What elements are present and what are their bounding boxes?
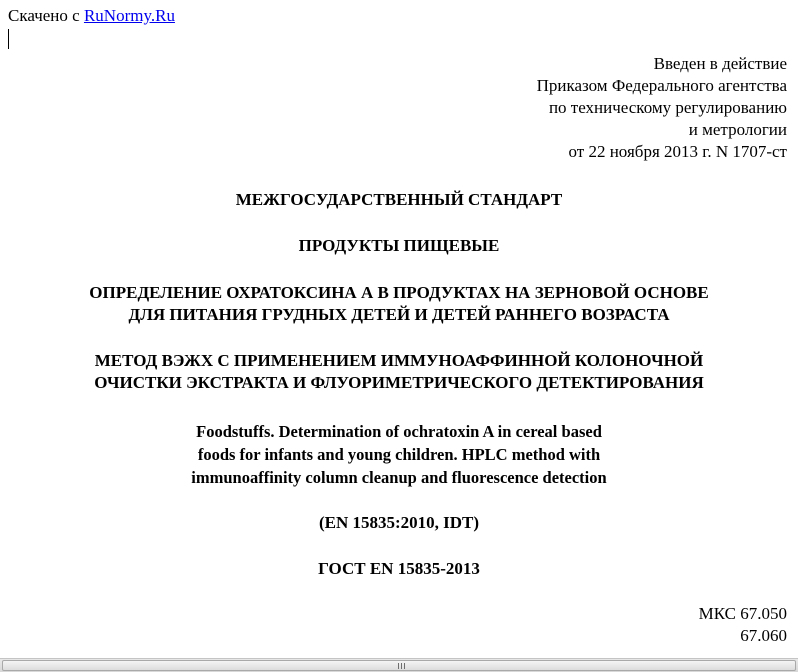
english-title-line: immunoaffinity column cleanup and fluorescence detection xyxy=(191,468,607,487)
source-line xyxy=(8,6,175,26)
en-reference xyxy=(0,512,798,534)
horizontal-scrollbar[interactable] xyxy=(0,658,798,672)
method-line: МЕТОД ВЭЖХ С ПРИМЕНЕНИЕМ ИММУНОАФФИННОЙ КОЛОНОЧНОЙ xyxy=(94,351,704,370)
mks-code: МКС 67.050 xyxy=(698,604,787,623)
method-heading xyxy=(0,350,798,394)
method-line: ОЧИСТКИ ЭКСТРАКТА И ФЛУОРИМЕТРИЧЕСКОГО ДЕТЕКТИРОВАНИЯ xyxy=(94,373,704,392)
grip-icon xyxy=(397,663,407,669)
english-title-line: foods for infants and young children. HPLC method with xyxy=(197,445,601,464)
runormy-link[interactable]: RuNormy.Ru xyxy=(83,6,175,25)
products-text: ПРОДУКТЫ ПИЩЕВЫЕ xyxy=(298,236,500,255)
text-caret xyxy=(8,29,9,49)
en-reference-text: (EN 15835:2010, IDT) xyxy=(318,513,480,532)
mks-codes xyxy=(699,603,787,647)
enactment-note xyxy=(537,53,787,163)
standard-type-heading xyxy=(0,189,798,211)
definition-heading xyxy=(0,282,798,326)
gost-designation-text: ГОСТ EN 15835-2013 xyxy=(318,559,480,578)
definition-line: ОПРЕДЕЛЕНИЕ ОХРАТОКСИНА А В ПРОДУКТАХ НА ЗЕРНОВОЙ ОСНОВЕ xyxy=(89,283,709,302)
english-title-line: Foodstuffs. Determination of ochratoxin A in cereal based xyxy=(196,422,602,441)
products-heading xyxy=(0,235,798,257)
enactment-line: по техническому регулированию xyxy=(548,98,787,117)
enactment-line: Приказом Федерального агентства xyxy=(536,76,787,95)
english-title xyxy=(0,420,798,489)
source-prefix: Скачено с xyxy=(8,6,84,25)
mks-code: 67.060 xyxy=(740,626,787,645)
enactment-line: Введен в действие xyxy=(653,54,787,73)
gost-designation xyxy=(0,558,798,580)
enactment-line: и метрологии xyxy=(688,120,787,139)
definition-line: ДЛЯ ПИТАНИЯ ГРУДНЫХ ДЕТЕЙ И ДЕТЕЙ РАННЕГО ВОЗРАСТА xyxy=(128,305,670,324)
enactment-line: от 22 ноября 2013 г. N 1707-ст xyxy=(568,142,787,161)
scrollbar-thumb[interactable] xyxy=(2,660,796,671)
standard-type-text: МЕЖГОСУДАРСТВЕННЫЙ СТАНДАРТ xyxy=(235,190,563,209)
